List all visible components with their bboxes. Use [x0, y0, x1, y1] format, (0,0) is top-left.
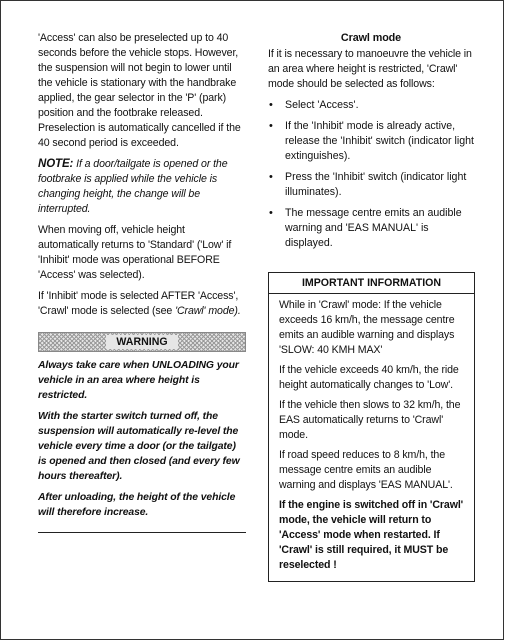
warning-item: With the starter switch turned off, the suspension will automatically re-level the vehicle every time a door (or the tailgate) is opened and then closed (and every few hours thereafter). [38, 411, 240, 482]
moving-off-paragraph: When moving off, vehicle height automatically returns to 'Standard' ('Low' if 'Inhibit' mode was operational BEFORE 'Access' was selected). [38, 224, 232, 281]
access-preselect-paragraph: 'Access' can also be preselected up to 40 seconds before the vehicle stops. However, the suspension will not begin to lower until the vehicle is stationary with the handbrake applied, the gear selector in the 'P' (park) position and the footbrake released. Preselection is automatically cancelled if the 40 second period is exceeded. [38, 32, 241, 149]
list-item: • The message centre emits an audible warning and 'EAS MANUAL' is displayed. [269, 207, 462, 249]
warning-item: After unloading, the height of the vehicle will therefore increase. [38, 492, 236, 518]
list-item: • Press the 'Inhibit' switch (indicator light illuminates). [269, 171, 467, 198]
info-paragraph: If the vehicle then slows to 32 km/h, the EAS automatically returns to 'Crawl' mode. [279, 399, 461, 441]
warning-title: WARNING [106, 335, 177, 349]
section-divider [38, 532, 246, 533]
crawl-steps-list [268, 98, 474, 251]
list-item: • Select 'Access'. [269, 99, 359, 111]
bullet-icon: • [269, 99, 273, 111]
crawl-mode-heading: Crawl mode [340, 32, 402, 44]
warning-item: Always take care when UNLOADING your vehicle in an area where height is restricted. [38, 360, 239, 401]
info-paragraph: If the vehicle exceeds 40 km/h, the ride height automatically changes to 'Low'. [279, 364, 459, 391]
info-paragraph: If road speed reduces to 8 km/h, the message centre emits an audible warning and displays 'EAS MANUAL'. [279, 449, 453, 491]
left-column [38, 31, 246, 533]
info-bold-paragraph: If the engine is switched off in 'Crawl' mode, the vehicle will return to 'Access' mode when restarted. If 'Crawl' is still required, it MUST be reselected ! [279, 499, 464, 571]
info-paragraph: While in 'Crawl' mode: If the vehicle exceeds 16 km/h, the message centre emits an audible warning and displays 'SLOW: 40 KMH MAX' [279, 299, 455, 356]
important-information-body [269, 294, 474, 581]
note-label: NOTE: [38, 158, 74, 170]
important-information-box [268, 272, 475, 582]
right-column [268, 31, 474, 582]
inhibit-text: If 'Inhibit' mode is selected AFTER 'Access', 'Crawl' mode is selected (see [38, 290, 239, 317]
warning-banner [38, 332, 246, 352]
bullet-icon: • [269, 171, 273, 183]
warning-body [38, 358, 246, 520]
list-item: • If the 'Inhibit' mode is already active, release the 'Inhibit' switch (indicator light extinguishes). [269, 120, 474, 162]
note-text: If a door/tailgate is opened or the footbrake is applied while the vehicle is changing height, the change will be interrupted. [38, 158, 228, 215]
crawl-intro-paragraph: If it is necessary to manoeuvre the vehicle in an area where height is restricted, 'Crawl' mode should be selected as follows: [268, 48, 472, 90]
bullet-icon: • [269, 120, 273, 132]
important-information-title: IMPORTANT INFORMATION [269, 273, 474, 294]
note-paragraph [38, 157, 246, 217]
inhibit-paragraph [38, 289, 246, 319]
crawl-mode-reference: 'Crawl' mode). [175, 305, 241, 317]
bullet-icon: • [269, 207, 273, 219]
